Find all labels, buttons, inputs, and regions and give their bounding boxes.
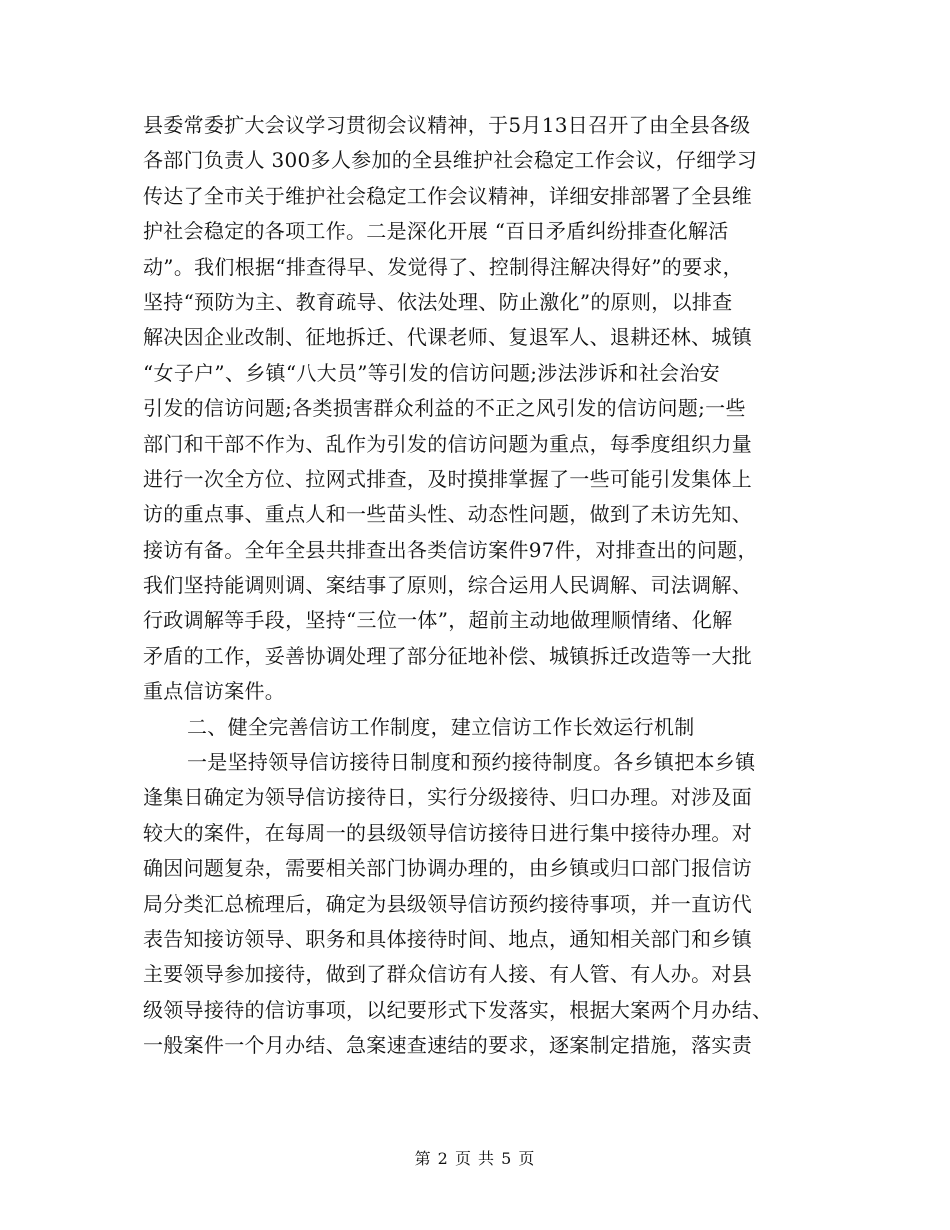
text-line: 引发的信访问题;各类损害群众利益的不正之风引发的信访问题;一些	[143, 396, 746, 421]
text-line: 护社会稳定的各项工作。二是深化开展 “百日矛盾纠纷排查化解活	[143, 219, 729, 244]
text-line: 逢集日确定为领导信访接待日，实行分级接待、归口办理。对涉及面	[143, 785, 752, 810]
text-line: 局分类汇总梳理后，确定为县级领导信访预约接待事项，并一直访代	[143, 891, 752, 916]
body-text	[143, 108, 813, 1064]
text-line: 县委常委扩大会议学习贯彻会议精神，于5月13日召开了由全县各级	[143, 113, 751, 137]
text-line: 动”。我们根据“排查得早、发觉得了、控制得注解决得好”的要求，	[143, 254, 743, 279]
text-line: 解决因企业改制、征地拆迁、代课老师、复退军人、退耕还林、城镇	[143, 325, 752, 350]
text-line: 重点信访案件。	[143, 679, 286, 704]
text-line: 访的重点事、重点人和一些苗头性、动态性问题，做到了未访先知、	[143, 502, 752, 527]
text-line: 传达了全市关于维护社会稳定工作会议精神，详细安排部署了全县维	[143, 183, 752, 208]
text-line: “女子户”、乡镇“八大员”等引发的信访问题;涉法涉诉和社会治安	[143, 360, 720, 385]
text-line: 行政调解等手段，坚持“三位一体”，超前主动地做理顺情绪、化解	[143, 608, 733, 633]
text-line: 确因问题复杂，需要相关部门协调办理的，由乡镇或归口部门报信访	[143, 856, 752, 881]
text-line: 矛盾的工作，妥善协调处理了部分征地补偿、城镇拆迁改造等一大批	[143, 643, 752, 668]
text-line: 主要领导参加接待，做到了群众信访有人接、有人管、有人办。对县	[143, 962, 752, 987]
page-number-footer: 第 2 页 共 5 页	[414, 1149, 536, 1168]
text-line: 级领导接待的信访事项，以纪要形式下发落实，根据大案两个月办结、	[143, 997, 773, 1022]
text-line: 我们坚持能调则调、案结事了原则，综合运用人民调解、司法调解、	[143, 573, 752, 598]
text-line: 较大的案件，在每周一的县级领导信访接待日进行集中接待办理。对	[143, 820, 752, 845]
text-line: 部门和干部不作为、乱作为引发的信访问题为重点，每季度组织力量	[143, 431, 752, 456]
text-line: 进行一次全方位、拉网式排查，及时摸排掌握了一些可能引发集体上	[143, 466, 752, 491]
text-line: 坚持“预防为主、教育疏导、依法处理、防止激化”的原则，以排查	[143, 289, 733, 314]
text-line: 接访有备。全年全县共排查出各类信访案件97件，对排查出的问题，	[143, 537, 758, 562]
section-heading: 二、健全完善信访工作制度，建立信访工作长效运行机制	[187, 714, 695, 739]
text-line: 各部门负责人 300多人参加的全县维护社会稳定工作会议，仔细学习	[143, 148, 758, 173]
text-line: 一般案件一个月办结、急案速查速结的要求，逐案制定措施，落实责	[143, 1033, 752, 1058]
text-line: 一是坚持领导信访接待日制度和预约接待制度。各乡镇把本乡镇	[187, 750, 756, 775]
text-line: 表告知接访领导、职务和具体接待时间、地点，通知相关部门和乡镇	[143, 926, 752, 951]
